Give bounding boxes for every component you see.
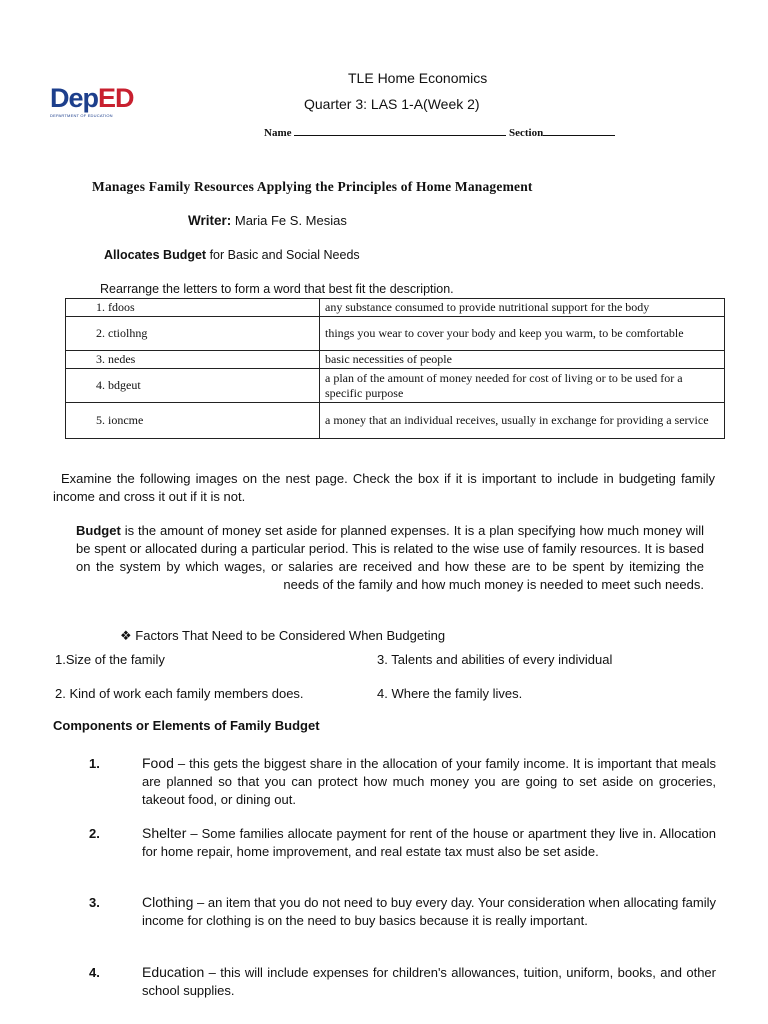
allocates-heading: [104, 248, 360, 262]
quarter-heading: Quarter 3: LAS 1-A(Week 2): [304, 96, 480, 112]
word-description: things you wear to cover your body and keep you warm, to be comfortable: [320, 317, 725, 351]
table-row: [66, 403, 725, 439]
vocab-table: [65, 298, 725, 439]
component-item: [142, 893, 716, 930]
component-number: 3.: [89, 895, 100, 910]
component-item: [142, 754, 716, 809]
writer-name: Maria Fe S. Mesias: [231, 213, 347, 228]
deped-logo-text: DepED: [50, 83, 134, 113]
component-text: – this gets the biggest share in the allocation of your family income. It is important that meals are planned so that you can protect how much money you are going to set aside on groceries, takeout food, or dining out.: [142, 756, 716, 807]
scrambled-word: 2. ctiolhng: [66, 317, 320, 351]
component-term: Education: [142, 964, 205, 980]
budget-definition: [76, 522, 704, 594]
deped-logo-subtitle: DEPARTMENT OF EDUCATION: [50, 113, 113, 118]
scrambled-word: 5. ioncme: [66, 403, 320, 439]
name-label: Name: [264, 127, 292, 139]
table-row: [66, 351, 725, 369]
factor-item: 2. Kind of work each family members does.: [55, 686, 304, 701]
component-term: Clothing: [142, 894, 194, 910]
factor-item: 4. Where the family lives.: [377, 686, 523, 701]
word-description: a money that an individual receives, usually in exchange for providing a service: [320, 403, 725, 439]
examine-instruction: Examine the following images on the nest page. Check the box if it is important to include in budgeting family income and cross it out if it is not.: [53, 471, 715, 504]
components-heading: Components or Elements of Family Budget: [53, 718, 320, 733]
rearrange-instruction: Rearrange the letters to form a word that best fit the description.: [100, 282, 454, 296]
name-section-row: [264, 127, 615, 139]
component-text: – an item that you do not need to buy every day. Your consideration when allocating family income for clothing is on the need to buy basics because it is really important.: [142, 895, 716, 928]
scrambled-word: 4. bdgeut: [66, 369, 320, 403]
component-text: – this will include expenses for children's allowances, tuition, uniform, books, and other school supplies.: [142, 965, 716, 998]
factor-item: 3. Talents and abilities of every individual: [377, 652, 613, 667]
table-row: [66, 369, 725, 403]
component-term: Food: [142, 755, 174, 771]
table-row: [66, 317, 725, 351]
allocates-rest: for Basic and Social Needs: [206, 248, 360, 262]
subject-heading: TLE Home Economics: [348, 70, 488, 86]
component-number: 1.: [89, 756, 100, 771]
word-description: a plan of the amount of money needed for cost of living or to be used for a specific purpose: [320, 369, 725, 403]
word-description: basic necessities of people: [320, 351, 725, 369]
word-description: any substance consumed to provide nutritional support for the body: [320, 299, 725, 317]
component-number: 2.: [89, 826, 100, 841]
table-row: [66, 299, 725, 317]
component-number: 4.: [89, 965, 100, 980]
component-item: [142, 824, 716, 861]
budget-text: is the amount of money set aside for planned expenses. It is a plan specifying how much money will be spent or allocated during a particular period. This is related to the wise use of family resources. It is based on the system by which wages, or salaries are received and how these are to be spent by itemizing the needs of the family and how much money is needed to meet such needs.: [76, 523, 704, 592]
writer-line: [188, 213, 347, 228]
factors-title: Factors That Need to be Considered When Budgeting: [135, 628, 446, 643]
component-term: Shelter: [142, 825, 187, 841]
deped-logo: [50, 83, 134, 124]
budget-term: Budget: [76, 523, 121, 538]
diamond-bullet-icon: ❖: [120, 628, 132, 643]
scrambled-word: 1. fdoos: [66, 299, 320, 317]
lesson-title: Manages Family Resources Applying the Principles of Home Management: [92, 179, 533, 194]
scrambled-word: 3. nedes: [66, 351, 320, 369]
component-item: [142, 963, 716, 1000]
allocates-bold: Allocates Budget: [104, 248, 207, 262]
section-field[interactable]: [543, 135, 615, 136]
section-label: Section: [509, 127, 544, 139]
writer-label: Writer:: [188, 213, 232, 228]
name-field[interactable]: [294, 135, 506, 136]
component-text: – Some families allocate payment for rent of the house or apartment they live in. Allocation for home repair, home improvement, and real estate tax must also be set aside.: [142, 826, 716, 859]
factors-heading: [120, 628, 445, 644]
factor-item: 1.Size of the family: [55, 652, 165, 667]
